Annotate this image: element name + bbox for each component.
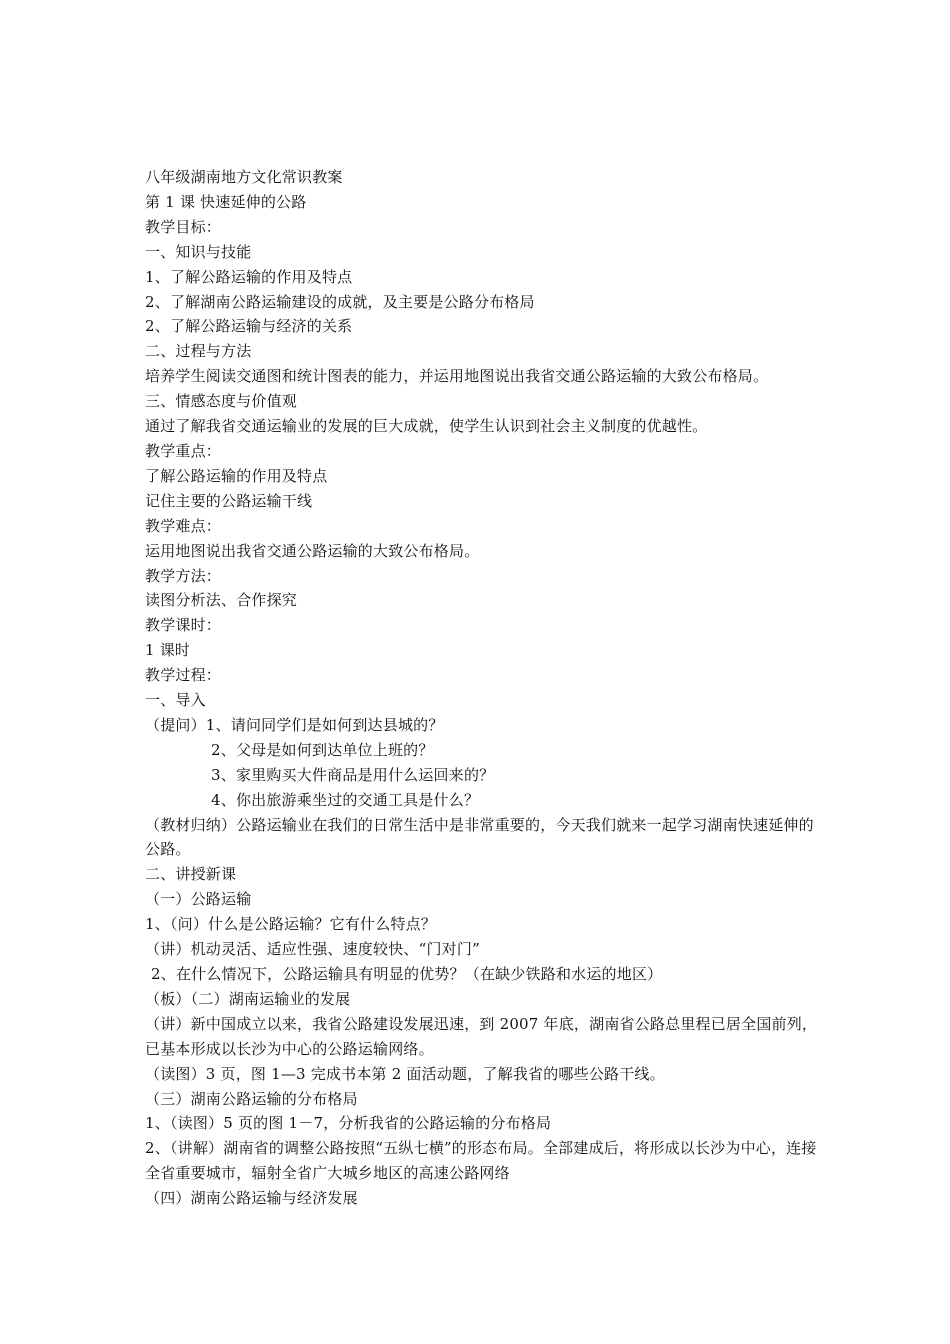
new-lesson-heading: 二、讲授新课 [145,865,237,884]
document-body [145,165,825,1211]
doc-title: 八年级湖南地方文化常识教案 [145,168,343,186]
section-3-item-1: 1、（读图）5 页的图 1－7，分析我省的公路运输的分布格局 [145,1114,552,1133]
section-2-heading: （板）（二）湖南运输业的发展 [145,989,351,1008]
lesson-title: 第 1 课 快速延伸的公路 [145,192,307,211]
intro-question-2: 2、父母是如何到达单位上班的？ [211,740,434,759]
section-3-item-2: 2、（讲解）湖南省的调整公路按照“五纵七横”的形态布局。全部建成后，将形成以长沙为中心，连接全省重要城市，辐射全省广大城乡地区的高速公路网络 [145,1139,817,1183]
difficulty-heading: 教学难点： [145,516,222,535]
hours-text: 1 课时 [145,641,191,660]
section-3-heading: （三）湖南公路运输的分布格局 [145,1089,358,1108]
emotion-heading: 三、情感态度与价值观 [145,392,298,411]
hours-heading: 教学课时： [145,616,222,635]
knowledge-item-2: 2、了解湖南公路运输建设的成就，及主要是公路分布格局 [145,292,535,311]
knowledge-heading: 一、知识与技能 [145,242,252,261]
section-2-text: （讲）新中国成立以来，我省公路建设发展迅速，到 2007 年底，湖南省公路总里程已居全国前列，已基本形成以长沙为中心的公路运输网络。 [145,1014,818,1058]
section-1-heading: （一）公路运输 [145,890,252,909]
objectives-heading: 教学目标： [145,217,222,236]
knowledge-item-1: 1、了解公路运输的作用及特点 [145,267,353,286]
section-2-reading: （读图）3 页，图 1—3 完成书本第 2 面活动题，了解我省的哪些公路干线。 [145,1064,665,1083]
intro-summary: （教材归纳）公路运输业在我们的日常生活中是非常重要的，今天我们就来一起学习湖南快速延伸的公路。 [145,815,814,859]
key-heading: 教学重点： [145,441,222,460]
intro-question-1: （提问）1、请问同学们是如何到达县城的？ [145,715,444,734]
intro-question-4: 4、你出旅游乘坐过的交通工具是什么？ [211,790,480,809]
method-heading: 教学方法： [145,566,222,585]
section-4-heading: （四）湖南公路运输与经济发展 [145,1189,358,1208]
emotion-text: 通过了解我省交通运输业的发展的巨大成就，使学生认识到社会主义制度的优越性。 [145,417,708,436]
process-text: 培养学生阅读交通图和统计图表的能力，并运用地图说出我省交通公路运输的大致公布格局。 [145,367,769,386]
section-1-question: 1、（问）什么是公路运输？它有什么特点？ [145,915,437,934]
section-1-answer: （讲）机动灵活、适应性强、速度较快、“门对门” [145,940,480,959]
difficulty-text: 运用地图说出我省交通公路运输的大致公布格局。 [145,541,480,560]
intro-question-3: 3、家里购买大件商品是用什么运回来的？ [211,765,495,784]
knowledge-item-3: 2、了解公路运输与经济的关系 [145,317,353,336]
process-heading: 二、过程与方法 [145,342,252,361]
key-point-1: 了解公路运输的作用及特点 [145,466,328,485]
key-point-2: 记住主要的公路运输干线 [145,491,313,510]
method-text: 读图分析法、合作探究 [145,591,298,610]
teaching-process-heading: 教学过程： [145,666,222,685]
section-1-question-2: 2、在什么情况下，公路运输具有明显的优势？（在缺少铁路和水运的地区） [151,965,663,983]
intro-heading: 一、导入 [145,691,206,710]
